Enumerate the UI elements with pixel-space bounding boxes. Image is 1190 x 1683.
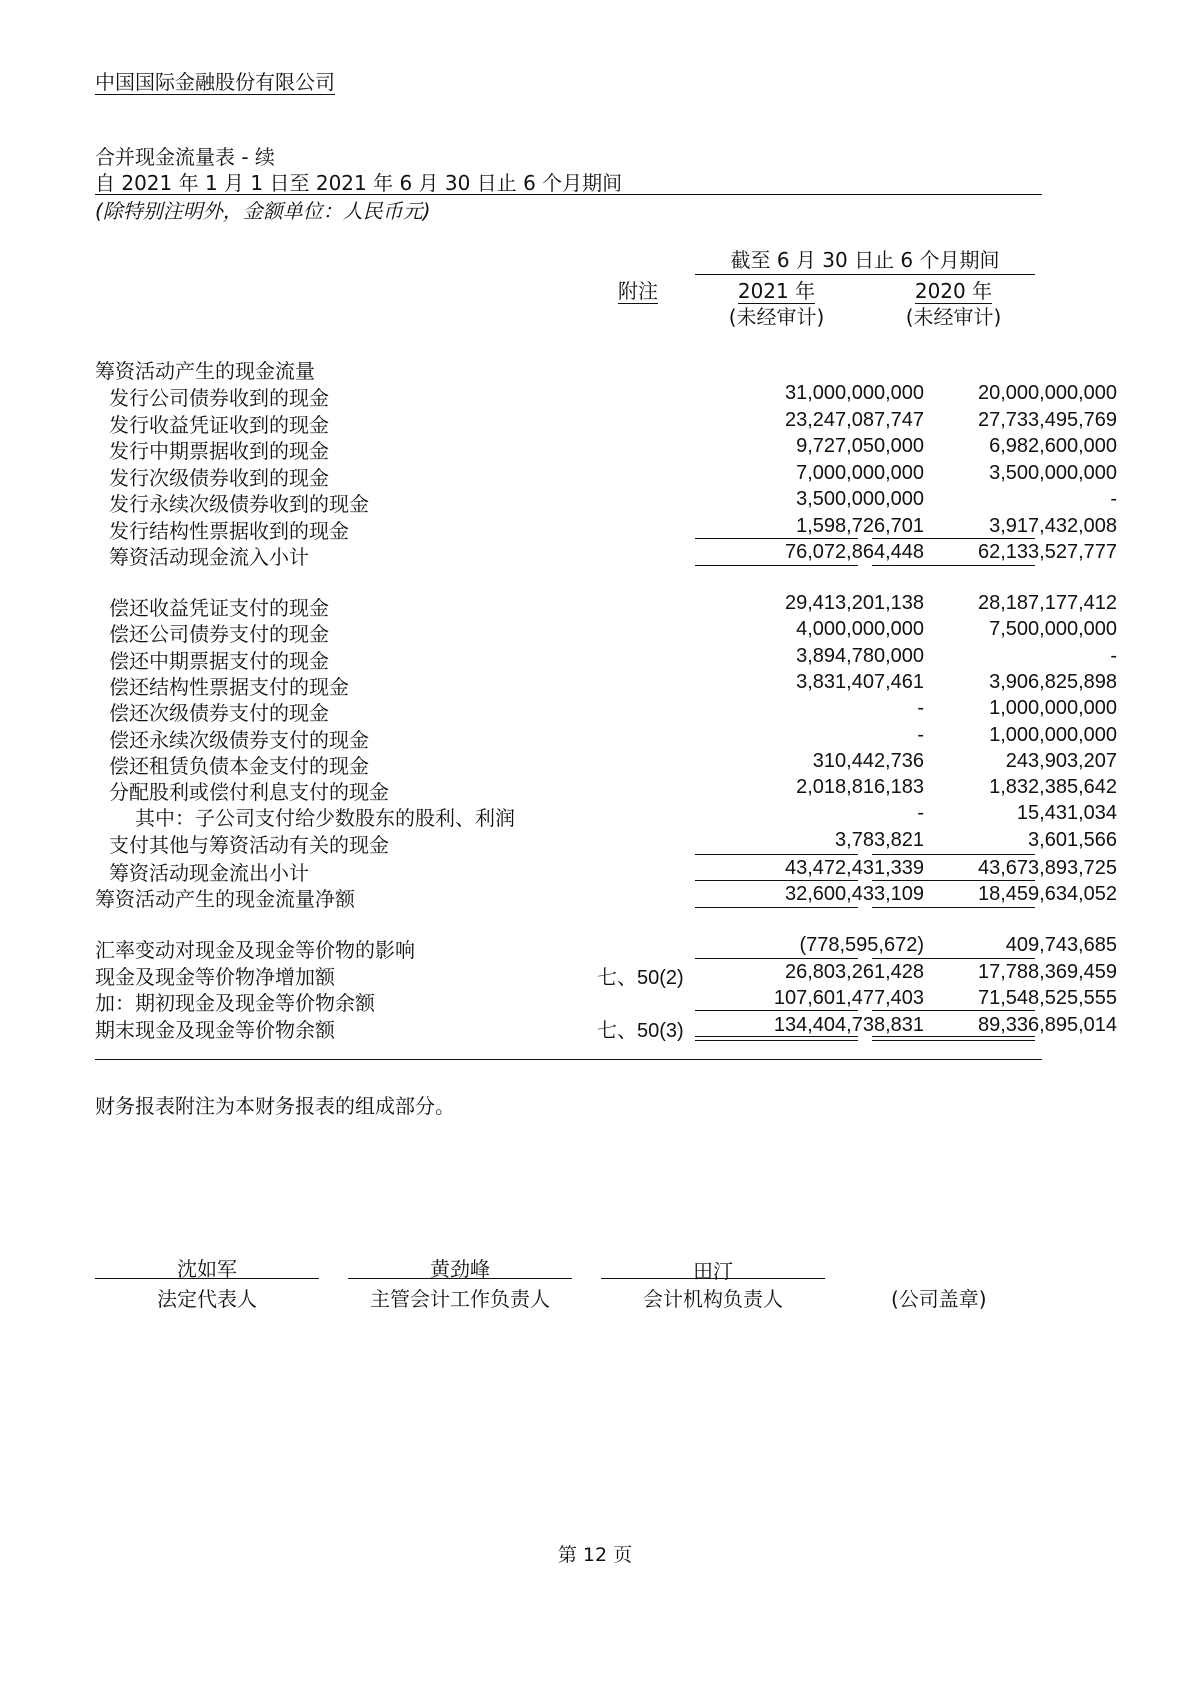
subtotal-rule-2021 bbox=[695, 538, 858, 539]
inflow-row-2021: 1,598,726,701 bbox=[796, 514, 924, 537]
signature-name-accounting-dept: 田汀 bbox=[693, 1259, 733, 1283]
outflow-subtotal-label: 筹资活动现金流出小计 bbox=[109, 861, 309, 885]
opening-balance-label: 加：期初现金及现金等价物余额 bbox=[95, 991, 375, 1015]
statement-period: 自 2021 年 1 月 1 日至 2021 年 6 月 30 日止 6 个月期间 bbox=[95, 171, 623, 195]
audit-2021: (未经审计) bbox=[728, 305, 825, 329]
outflow-row-2021: 4,000,000,000 bbox=[796, 618, 924, 641]
table-bottom-rule bbox=[95, 1059, 1042, 1060]
outflow-row-2020: - bbox=[1110, 644, 1117, 667]
inflow-row-2020: 3,917,432,008 bbox=[989, 514, 1117, 537]
unit-note: (除特别注明外，金额单位：人民币元) bbox=[95, 199, 431, 223]
outflow-row-2020: 1,000,000,000 bbox=[989, 723, 1117, 746]
closing-balance-2021: 134,404,738,831 bbox=[773, 1014, 924, 1036]
inflow-subtotal-label: 筹资活动现金流入小计 bbox=[109, 545, 309, 569]
outflow-row-2021: 3,894,780,000 bbox=[796, 644, 924, 667]
fx-bottom-2021 bbox=[695, 958, 858, 959]
closing-double-rule-2020 bbox=[872, 1036, 1035, 1041]
inflow-row-label: 发行永续次级债券收到的现金 bbox=[109, 492, 369, 516]
outflow-row-2021: - bbox=[917, 802, 924, 825]
signature-title-accounting-dept: 会计机构负责人 bbox=[643, 1287, 783, 1311]
outflow-row-2021: 2,018,816,183 bbox=[796, 776, 924, 799]
opening-bottom-2021 bbox=[695, 1010, 858, 1011]
company-seal: (公司盖章) bbox=[891, 1287, 987, 1311]
outflow-row-label: 偿还永续次级债券支付的现金 bbox=[109, 727, 369, 752]
outflow-row-2020: 28,187,177,412 bbox=[977, 592, 1117, 614]
closing-balance-2020: 89,336,895,014 bbox=[977, 1014, 1117, 1036]
net-increase-note: 七、50(2) bbox=[597, 967, 684, 989]
inflow-subtotal-2021: 76,072,864,448 bbox=[784, 541, 924, 563]
fx-effect-2020: 409,743,685 bbox=[1005, 934, 1117, 956]
inflow-row-2020: 3,500,000,000 bbox=[989, 461, 1117, 484]
inflow-row-label: 发行中期票据收到的现金 bbox=[109, 439, 329, 463]
section-title: 筹资活动产生的现金流量 bbox=[95, 359, 315, 383]
inflow-subtotal-2020: 62,133,527,777 bbox=[977, 541, 1117, 563]
outflow-row-label: 偿还中期票据支付的现金 bbox=[109, 648, 329, 673]
net-financing-2021: 32,600,433,109 bbox=[784, 883, 924, 905]
closing-balance-label: 期末现金及现金等价物余额 bbox=[95, 1018, 335, 1042]
opening-bottom-2020 bbox=[872, 1010, 1035, 1011]
period-header: 截至 6 月 30 日止 6 个月期间 bbox=[730, 248, 1000, 272]
subtotal-bottom-2020 bbox=[872, 565, 1035, 566]
opening-balance-2021: 107,601,477,403 bbox=[773, 987, 924, 1009]
outflow-row-label: 支付其他与筹资活动有关的现金 bbox=[109, 832, 389, 857]
outflow-row-label: 分配股利或偿付利息支付的现金 bbox=[109, 780, 389, 805]
outflow-row-2021: 3,831,407,461 bbox=[796, 670, 924, 693]
inflow-row-label: 发行结构性票据收到的现金 bbox=[109, 518, 349, 543]
inflow-row-2021: 23,247,087,747 bbox=[784, 408, 924, 431]
inflow-row-2020: - bbox=[1110, 488, 1117, 510]
signature-title-accounting-head: 主管会计工作负责人 bbox=[370, 1287, 550, 1311]
opening-balance-2020: 71,548,525,555 bbox=[977, 987, 1117, 1009]
fx-bottom-2020 bbox=[872, 958, 1035, 959]
fx-effect-2021: (778,595,672) bbox=[799, 934, 924, 956]
audit-2020: (未经审计) bbox=[905, 305, 1002, 329]
outflow-row-label: 偿还公司债券支付的现金 bbox=[109, 622, 329, 647]
inflow-row-2020: 20,000,000,000 bbox=[977, 382, 1117, 404]
inflow-row-2021: 9,727,050,000 bbox=[796, 435, 924, 457]
outflow-row-2020: 1,832,385,642 bbox=[989, 776, 1117, 799]
signature-name-accounting-head: 黄劲峰 bbox=[430, 1257, 490, 1281]
signature-line-legal-rep bbox=[95, 1278, 319, 1279]
outflow-row-2021: 3,783,821 bbox=[835, 828, 924, 851]
outflow-row-2021: - bbox=[917, 723, 924, 746]
outflow-row-label: 偿还收益凭证支付的现金 bbox=[109, 596, 329, 620]
outflow-row-2020: 3,601,566 bbox=[1028, 828, 1117, 851]
fx-effect-label: 汇率变动对现金及现金等价物的影响 bbox=[95, 938, 415, 962]
year-2021-header bbox=[695, 279, 858, 303]
period-header-rule bbox=[695, 274, 1035, 275]
net-increase-label: 现金及现金等价物净增加额 bbox=[95, 965, 335, 989]
inflow-row-2021: 31,000,000,000 bbox=[784, 382, 924, 404]
outflow-row-label: 偿还租赁负债本金支付的现金 bbox=[109, 753, 369, 778]
signature-name-legal-rep: 沈如军 bbox=[177, 1257, 237, 1281]
net-financing-label: 筹资活动产生的现金流量净额 bbox=[95, 887, 355, 911]
year-2020-header bbox=[872, 279, 1035, 303]
outflow-row-2021: - bbox=[917, 697, 924, 720]
outflow-row-label: 偿还结构性票据支付的现金 bbox=[109, 674, 349, 699]
note-column-header: 附注 bbox=[618, 279, 658, 303]
net-financing-bottom-2021 bbox=[695, 907, 858, 908]
outflow-subtotal-2020: 43,673,893,725 bbox=[977, 857, 1117, 879]
out-subtotal-bottom-2021 bbox=[695, 880, 858, 881]
signature-line-accounting-head bbox=[348, 1278, 572, 1279]
signature-line-accounting-dept bbox=[601, 1278, 825, 1279]
out-subtotal-rule-2021 bbox=[695, 854, 858, 855]
outflow-row-2020: 1,000,000,000 bbox=[989, 697, 1117, 720]
outflow-row-label: 其中：子公司支付给少数股东的股利、利润 bbox=[135, 806, 515, 831]
inflow-row-label: 发行次级债券收到的现金 bbox=[109, 465, 329, 490]
outflow-row-2020: 7,500,000,000 bbox=[989, 618, 1117, 641]
outflow-subtotal-2021: 43,472,431,339 bbox=[784, 857, 924, 879]
inflow-row-2021: 7,000,000,000 bbox=[796, 461, 924, 484]
net-increase-2021: 26,803,261,428 bbox=[784, 961, 924, 983]
out-subtotal-rule-2020 bbox=[872, 854, 1035, 855]
signature-title-legal-rep: 法定代表人 bbox=[157, 1287, 257, 1311]
inflow-row-2020: 27,733,495,769 bbox=[977, 408, 1117, 431]
outflow-row-2021: 29,413,201,138 bbox=[784, 592, 924, 614]
outflow-row-label: 偿还次级债券支付的现金 bbox=[109, 701, 329, 726]
closing-double-rule-2021 bbox=[695, 1036, 858, 1041]
inflow-row-label: 发行公司债券收到的现金 bbox=[109, 386, 329, 410]
outflow-row-2021: 310,442,736 bbox=[812, 749, 924, 772]
year-2020-label: 2020 年 bbox=[914, 279, 993, 303]
inflow-row-2021: 3,500,000,000 bbox=[796, 488, 924, 510]
net-financing-2020: 18,459,634,052 bbox=[977, 883, 1117, 905]
closing-balance-note: 七、50(3) bbox=[597, 1020, 684, 1042]
page-number: 第 12 页 bbox=[557, 1544, 633, 1566]
net-financing-bottom-2020 bbox=[872, 907, 1035, 908]
year-2021-label: 2021 年 bbox=[737, 279, 816, 303]
out-subtotal-bottom-2020 bbox=[872, 880, 1035, 881]
company-name: 中国国际金融股份有限公司 bbox=[95, 70, 335, 94]
footnote: 财务报表附注为本财务报表的组成部分。 bbox=[95, 1094, 455, 1118]
inflow-row-2020: 6,982,600,000 bbox=[989, 435, 1117, 457]
header-rule bbox=[95, 194, 1042, 195]
outflow-row-2020: 243,903,207 bbox=[1005, 749, 1117, 772]
outflow-row-2020: 15,431,034 bbox=[1016, 802, 1117, 825]
inflow-row-label: 发行收益凭证收到的现金 bbox=[109, 412, 329, 437]
outflow-row-2020: 3,906,825,898 bbox=[989, 670, 1117, 693]
statement-title: 合并现金流量表 - 续 bbox=[95, 145, 275, 169]
subtotal-bottom-2021 bbox=[695, 565, 858, 566]
subtotal-rule-2020 bbox=[872, 538, 1035, 539]
net-increase-2020: 17,788,369,459 bbox=[977, 961, 1117, 983]
